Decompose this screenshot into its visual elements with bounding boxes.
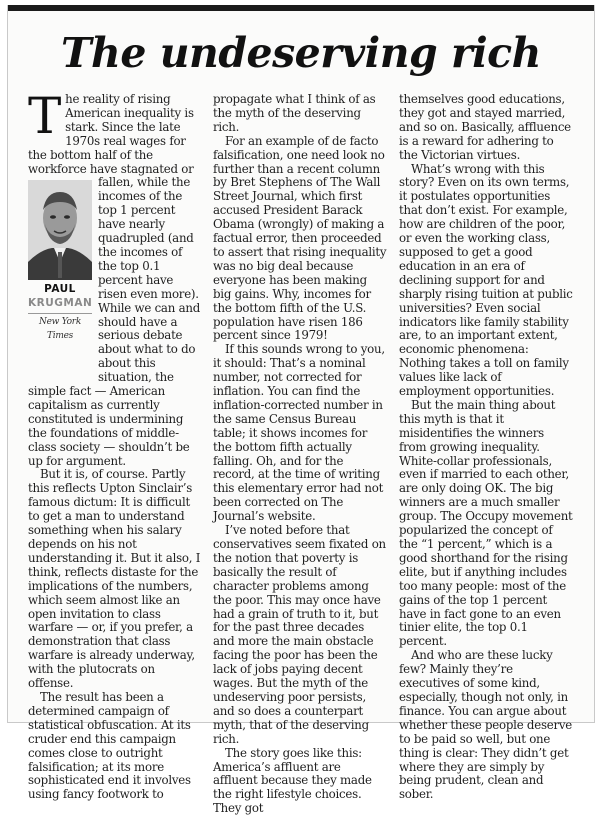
paragraph-11: But the main thing about this myth is that it misidentifies the winners from growing inequality. White-collar professionals, even if married to each other, are only doing OK. The big winners are a much smaller group. The Occupy movement popularized the concept of the “1 percent,” which is a good shorthand for the rising elite, but if anything includes too many people: most of the gains of the top 1 percent have in fact gone to an even tinier elite, the top 0.1 percent. — [399, 397, 573, 649]
paragraph-10: What’s wrong with this story? Even on its own terms, it postulates opportunities that don’t exist. For example, how are children of the poor, or even the working class, supposed to get a good education in an era of declining support for and sharply rising tuition at public universities? Even social indicators like family stability are, to an important extent, economic phenomena: Nothing takes a toll on family values like lack of employment opportunities. — [399, 161, 573, 399]
paragraph-text: he reality of rising American inequality is stark. Since the late 1970s real wages for the bottom half of the workforce have stagnated or fallen, while — [28, 92, 194, 190]
paragraph-9: themselves good educations, they got and stayed married, and so on. Basically, affluence is a reward for adhering to the Victorian virtues. — [399, 92, 571, 162]
paragraph-1 — [28, 87, 202, 468]
article-column-1 — [28, 87, 202, 802]
article-column-3 — [399, 93, 573, 802]
author-portrait — [28, 180, 92, 280]
author-sidebar — [28, 180, 92, 380]
paragraph-5: For an example of de facto falsification, one need look no further than a recent column by Bret Stephens of The Wall Street Journal, which first accused President Barack Obama (wrongly) of making a factual error, then proceeded to assert that rising inequality was no big deal because everyone has been making big gains. Why, incomes for the bottom fifth of the U.S. population have risen 186 percent since 1979! — [213, 133, 387, 343]
paragraph-8: The story goes like this: America’s affluent are affluent because they made the right lifestyle choices. They got — [213, 745, 372, 816]
author-publication: New York Times — [38, 317, 82, 342]
newspaper-column-page — [7, 5, 595, 816]
drop-cap: T — [28, 87, 62, 145]
author-first-name: PAUL — [44, 283, 76, 296]
top-rule — [8, 5, 594, 11]
paragraph-3: The result has been a determined campaign of statistical obfuscation. At its cruder end this campaign comes close to outright falsification; at its more sophisticated end it involves using fancy footwork to — [28, 689, 191, 802]
paragraph-7: I’ve noted before that conservatives seem fixated on the notion that poverty is basically the result of character problems among the poor. This may once have had a grain of truth to it, but for the past three decades and more the main obstacle facing the poor has been the lack of jobs paying decent wages. But the myth of the undeserving poor persists, and so does a counterpart myth, that of the deserving rich. — [213, 523, 386, 746]
paragraph-6: If this sounds wrong to you, it should: That’s a nominal number, not corrected for inflation. You can find the inflation-corrected number in the same Census Bureau table; it shows incomes for the bottom fifth actually falling. Oh, and for the record, at the time of writing this elementary error had not been corrected on The Journal’s website. — [213, 342, 385, 524]
headline: The undeserving rich — [61, 29, 541, 77]
paragraph-12: And who are these lucky few? Mainly they’re executives of some kind, especially, though not only, in finance. You can argue about whether these people deserve to be paid so well, but one thing is clear: They didn’t get where they are simply by being prudent, clean and sober. — [399, 648, 573, 802]
paragraph-4: propagate what I think of as the myth of the deserving rich. — [213, 92, 376, 134]
author-last-name: KRUGMAN — [28, 297, 92, 314]
article-column-2 — [213, 93, 387, 816]
paragraph-2: But it is, of course. Partly this reflects Upton Sinclair’s famous dictum: It is difficult to get a man to understand something when his salary depends on his not understanding it. But it also, I think, reflects distaste for the implications of the numbers, which seem almost like an open invitation to class warfare — or, if you prefer, a demonstration that class warfare is already underway, with the plutocrats on offense. — [28, 467, 201, 691]
paragraph-text-continued: the incomes of the top 1 percent have nearly quadrupled (and the incomes of the top 0.1 percent have risen even more). While we can and should have a serious debate about what to do about this situation, the simple fact — American capitalism as currently constituted is undermining the foundations of middle-class society — shouldn’t be up for argument. — [28, 175, 200, 468]
